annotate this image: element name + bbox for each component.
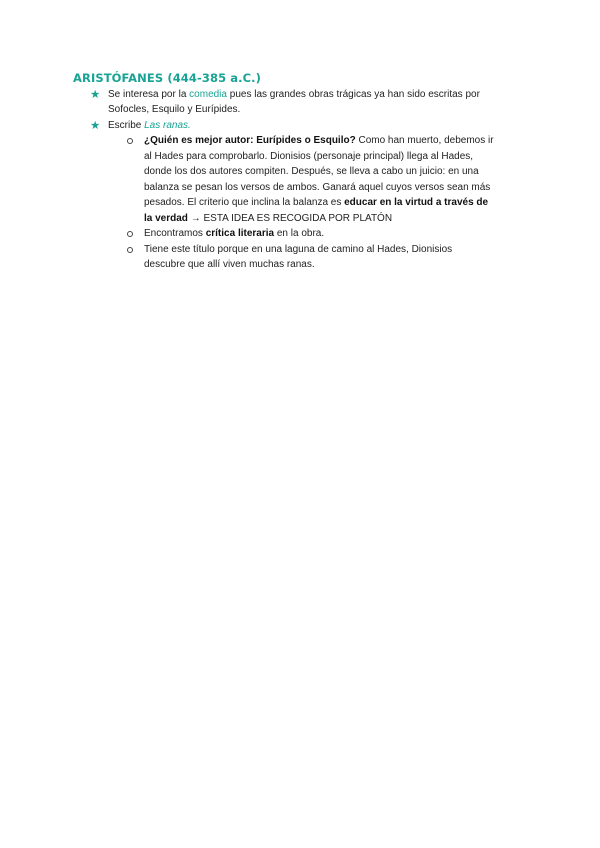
item-text: → ESTA IDEA ES RECOGIDA POR PLATÓN (187, 212, 393, 224)
bold-critica: crítica literaria (205, 228, 275, 240)
item-text: Se interesa por la (108, 89, 190, 100)
highlight-las-ranas: Las ranas. (144, 119, 191, 131)
item-text: Encontramos (144, 228, 206, 240)
star-icon: ★ (90, 87, 101, 101)
sub-item-titulo (144, 242, 494, 273)
section-heading: ARISTÓFANES (444-385 a.C.) (73, 71, 261, 85)
sub-item-critica-literaria (144, 226, 494, 242)
main-bullet-list (0, 87, 600, 273)
sub-bullet-list (108, 133, 508, 273)
bold-criterion: educar en la virtud a través de la verdad (144, 197, 489, 224)
item-text: Tiene este título porque en una laguna de camino al Hades, Dionisios descubre que allí viven muchas ranas. (144, 243, 453, 271)
hollow-circle-icon (127, 138, 133, 144)
item-text: Como han muerto, debemos ir al Hades para comprobarlo. Dionisios (personaje principal) llega al Hades, donde los dos autores compiten. Después, se lleva a cabo un juicio: en una balanza se pesan los versos de ambos. Ganará aquel cuyos versos sean más pesados. El criterio que inclina la balanza es (144, 135, 494, 209)
bold-question: ¿Quién es mejor autor: Eurípides o Esquilo? (144, 135, 356, 147)
hollow-circle-icon (127, 247, 133, 253)
item-text: en la obra. (274, 228, 325, 240)
list-item-comedia (0, 87, 508, 118)
hollow-circle-icon (127, 231, 133, 237)
item-text: pues las grandes obras trágicas ya han sido escritas por Sofocles, Esquilo y Eurípides. (108, 89, 480, 116)
item-text: Escribe (108, 119, 145, 131)
highlight-comedia: comedia (189, 89, 227, 100)
star-icon: ★ (90, 117, 101, 132)
sub-item-quien-es-mejor (144, 133, 494, 226)
list-item-las-ranas (0, 118, 508, 273)
